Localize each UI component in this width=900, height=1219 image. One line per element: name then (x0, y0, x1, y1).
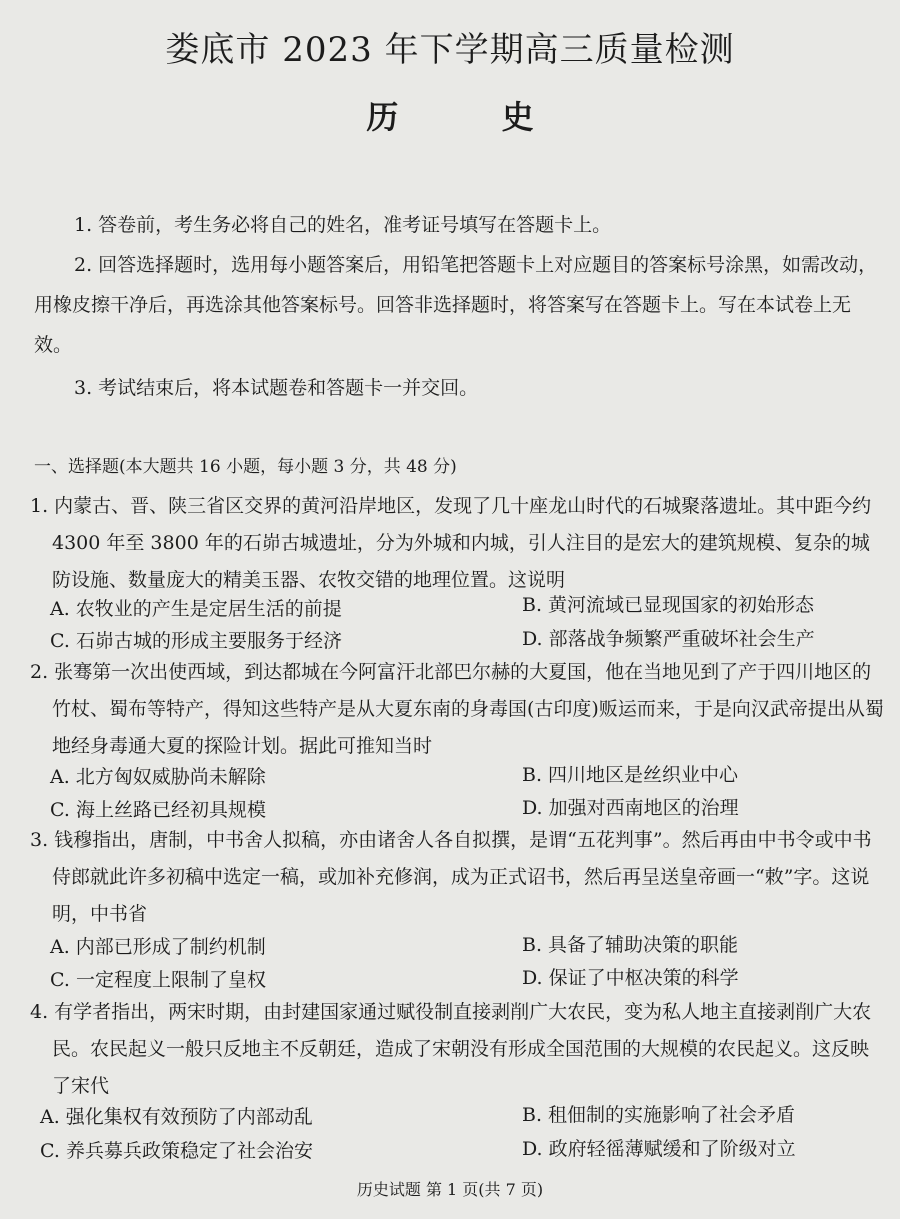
question-4-option-b: B. 租佃制的实施影响了社会矛盾 (522, 1104, 796, 1126)
notice-1: 1. 答卷前，考生务必将自己的姓名，准考证号填写在答题卡上。 (74, 214, 612, 236)
exam-title: 娄底市 2023 年下学期高三质量检测 (165, 30, 735, 70)
question-2 (30, 654, 886, 765)
question-stem: 2. 张骞第一次出使西域，到达都城在今阿富汗北部巴尔赫的大夏国，他在当地见到了产于四川地区的竹杖、蜀布等特产，得知这些特产是从大夏东南的身毒国(古印度)贩运而来，于是向汉武帝提出从蜀地经身毒通大夏的探险计划。据此可推知当时 (30, 661, 884, 757)
question-2-option-d: D. 加强对西南地区的治理 (522, 797, 739, 819)
question-1-option-b: B. 黄河流域已显现国家的初始形态 (522, 594, 815, 616)
question-4-option-c: C. 养兵募兵政策稳定了社会治安 (40, 1140, 313, 1162)
question-1-option-d: D. 部落战争频繁严重破坏社会生产 (522, 628, 815, 650)
question-4-option-d: D. 政府轻徭薄赋缓和了阶级对立 (522, 1138, 796, 1160)
question-3-option-b: B. 具备了辅助决策的职能 (522, 934, 739, 956)
question-2-option-c: C. 海上丝路已经初具规模 (50, 799, 266, 821)
question-3-option-c: C. 一定程度上限制了皇权 (50, 969, 266, 991)
section-title: 一、选择题(本大题共 16 小题，每小题 3 分，共 48 分) (34, 457, 457, 477)
question-2-option-b: B. 四川地区是丝织业中心 (522, 764, 739, 786)
question-stem: 3. 钱穆指出，唐制，中书舍人拟稿，亦由诸舍人各自拟撰，是谓“五花判事”。然后再由中书令或中书侍郎就此许多初稿中选定一稿，或加补充修润，成为正式诏书，然后再呈送皇帝画一“敕”字。这说明，中书省 (30, 829, 872, 925)
question-1 (30, 488, 886, 599)
question-4 (30, 994, 886, 1105)
question-stem: 4. 有学者指出，两宋时期，由封建国家通过赋役制直接剥削广大农民，变为私人地主直接剥削广大农民。农民起义一般只反地主不反朝廷，造成了宋朝没有形成全国范围的大规模的农民起义。这反映了宋代 (30, 1001, 872, 1097)
question-stem: 1. 内蒙古、晋、陕三省区交界的黄河沿岸地区，发现了几十座龙山时代的石城聚落遗址。其中距今约 4300 年至 3800 年的石峁古城遗址，分为外城和内城，引人注目的是宏大的建筑规模、复杂的城防设施、数量庞大的精美玉器、农牧交错的地理位置。这说明 (30, 495, 872, 591)
question-3-option-a: A. 内部已形成了制约机制 (50, 936, 266, 958)
question-3-option-d: D. 保证了中枢决策的科学 (522, 967, 739, 989)
question-1-option-a: A. 农牧业的产生是定居生活的前提 (50, 598, 342, 620)
question-4-option-a: A. 强化集权有效预防了内部动乱 (40, 1106, 313, 1128)
page-footer: 历史试题 第 1 页(共 7 页) (356, 1180, 544, 1199)
subject-title: 历 史 (366, 98, 580, 136)
question-1-option-c: C. 石峁古城的形成主要服务于经济 (50, 630, 342, 652)
question-3 (30, 822, 886, 933)
notice-2: 2. 回答选择题时，选用每小题答案后，用铅笔把答题卡上对应题目的答案标号涂黑，如需改动，用橡皮擦干净后，再选涂其他答案标号。回答非选择题时，将答案写在答题卡上。写在本试卷上无效。 (34, 254, 878, 356)
question-2-option-a: A. 北方匈奴威胁尚未解除 (50, 766, 266, 788)
notice-3: 3. 考试结束后，将本试题卷和答题卡一并交回。 (74, 377, 479, 399)
